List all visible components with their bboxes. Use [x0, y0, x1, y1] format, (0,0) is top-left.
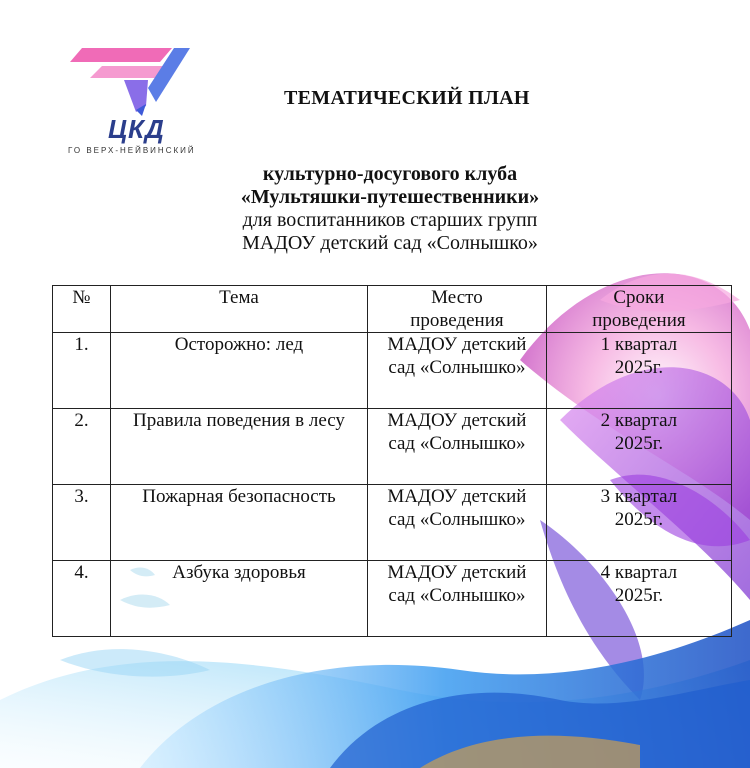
row-date-line2: 2025г.	[614, 357, 664, 378]
row-place-line1: МАДОУ детский	[387, 410, 527, 431]
row-date-line2: 2025г.	[614, 509, 664, 530]
row-num: 4.	[53, 561, 111, 637]
plan-table	[52, 285, 732, 637]
row-place-line2: сад «Солнышко»	[388, 357, 526, 378]
plan-title: ТЕМАТИЧЕСКИЙ ПЛАН	[284, 87, 530, 109]
row-num: 1.	[53, 333, 111, 409]
table-row	[53, 409, 732, 485]
header-num: №	[53, 286, 111, 333]
header-date-line2: проведения	[592, 310, 686, 331]
plan-subtitle	[150, 163, 630, 255]
row-date-line1: 3 квартал	[600, 486, 678, 507]
row-topic: Азбука здоровья	[110, 561, 367, 637]
row-date-line1: 4 квартал	[600, 562, 678, 583]
table-row	[53, 561, 732, 637]
row-date	[546, 485, 731, 561]
header-place-line2: проведения	[410, 310, 504, 331]
row-place	[368, 409, 547, 485]
row-topic: Пожарная безопасность	[110, 485, 367, 561]
header-topic: Тема	[110, 286, 367, 333]
row-date	[546, 561, 731, 637]
row-num: 2.	[53, 409, 111, 485]
row-place-line1: МАДОУ детский	[387, 334, 527, 355]
header-place-line1: Место	[431, 287, 483, 308]
row-place-line2: сад «Солнышко»	[388, 509, 526, 530]
row-date-line1: 2 квартал	[600, 410, 678, 431]
header-place	[368, 286, 547, 333]
header-date-line1: Сроки	[613, 287, 665, 308]
row-topic: Правила поведения в лесу	[110, 409, 367, 485]
table-row	[53, 485, 732, 561]
row-place-line2: сад «Солнышко»	[388, 585, 526, 606]
row-place-line2: сад «Солнышко»	[388, 433, 526, 454]
row-place-line1: МАДОУ детский	[387, 486, 527, 507]
table-row	[53, 333, 732, 409]
row-place	[368, 333, 547, 409]
row-date	[546, 333, 731, 409]
logo-subtitle: ГО ВЕРХ-НЕЙВИНСКИЙ	[68, 146, 196, 155]
row-date	[546, 409, 731, 485]
row-date-line1: 1 квартал	[600, 334, 678, 355]
subtitle-line-club: культурно-досугового клуба	[262, 163, 518, 185]
subtitle-line-institution: МАДОУ детский сад «Солнышко»	[242, 232, 538, 254]
table-header-row	[53, 286, 732, 333]
row-num: 3.	[53, 485, 111, 561]
header-date	[546, 286, 731, 333]
row-place	[368, 561, 547, 637]
logo-name: ЦКД	[108, 114, 165, 144]
subtitle-line-club-name: «Мультяшки-путешественники»	[240, 186, 540, 208]
row-place-line1: МАДОУ детский	[387, 562, 527, 583]
subtitle-line-audience: для воспитанников старших групп	[242, 209, 538, 231]
row-place	[368, 485, 547, 561]
row-date-line2: 2025г.	[614, 433, 664, 454]
row-topic: Осторожно: лед	[110, 333, 367, 409]
row-date-line2: 2025г.	[614, 585, 664, 606]
